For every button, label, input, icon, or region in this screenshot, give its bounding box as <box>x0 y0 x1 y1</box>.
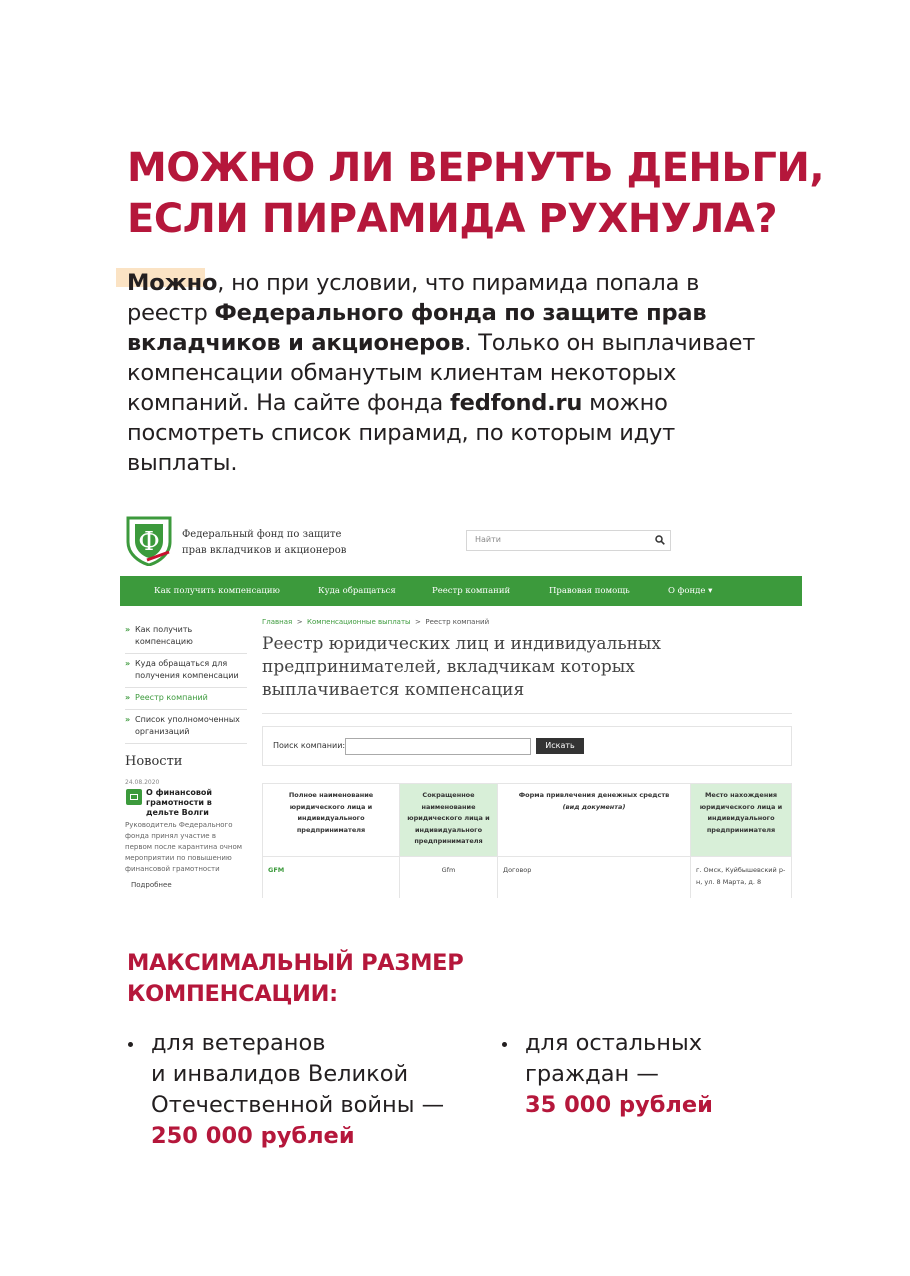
sidebar-item-label: Как получить <box>135 625 193 634</box>
sidebar-item-authorized-orgs[interactable] <box>125 710 247 744</box>
company-search-panel <box>262 726 792 766</box>
nav-where-to-apply[interactable]: Куда обращаться <box>318 586 396 596</box>
svg-text:Ф: Ф <box>138 527 160 557</box>
bullet-veterans-line-3: Отечественной войны — <box>151 1092 445 1118</box>
breadcrumb-home[interactable]: Главная <box>262 618 293 626</box>
nav-registry[interactable]: Реестр компаний <box>432 586 511 596</box>
breadcrumb-payments[interactable]: Компенсационные выплаты <box>307 618 411 626</box>
bullet-veterans-line-1: для ветеранов <box>151 1030 326 1056</box>
cell-full-name[interactable]: GFM <box>263 857 400 899</box>
news-icon <box>126 789 142 805</box>
headline-line-2: ЕСЛИ ПИРАМИДА РУХНУЛА? <box>127 196 778 242</box>
intro-text-3: можно посмотреть список пирамид, по которым идут выплаты. <box>127 390 676 476</box>
cell-location: г. Омск, Куйбышевский р-н, ул. 8 Марта, д. 8 <box>691 857 792 899</box>
bullet-dot <box>502 1042 507 1047</box>
bullet-others-line-2: граждан — <box>525 1061 659 1087</box>
nav-about-label: О фонде <box>668 586 706 596</box>
sidebar-item-registry[interactable] <box>125 688 247 710</box>
headline <box>127 143 827 245</box>
breadcrumb <box>262 618 489 626</box>
headline-line-1: МОЖНО ЛИ ВЕРНУТЬ ДЕНЬГИ, <box>127 145 825 191</box>
chevron-down-icon: ▾ <box>708 586 713 596</box>
cell-short-name: Gfm <box>400 857 498 899</box>
chevron-right-icon: » <box>125 625 131 634</box>
breadcrumb-separator: > <box>296 618 303 626</box>
page-title-line-3: выплачивается компенсация <box>262 680 525 700</box>
sidebar-nav <box>125 620 247 744</box>
chevron-right-icon: » <box>125 659 131 668</box>
page-title-line-2: предпринимателей, вкладчикам которых <box>262 657 635 677</box>
nav-how-to-get[interactable]: Как получить компенсацию <box>154 586 280 596</box>
breadcrumb-current: Реестр компаний <box>425 618 490 626</box>
intro-text-1: , но при условии, что пирамида попала в реестр <box>127 270 700 326</box>
column-header-form-label: Форма привлечения денежных средств <box>518 791 670 799</box>
site-search-input[interactable] <box>466 530 671 551</box>
org-name-line-2: прав вкладчиков и акционеров <box>182 545 347 556</box>
site-search-placeholder: Найти <box>475 535 501 544</box>
page-title-line-1: Реестр юридических лиц и индивидуальных <box>262 634 662 654</box>
org-name-line-1: Федеральный фонд по защите <box>182 529 342 540</box>
column-header-full-name: Полное наименование юридического лица и индивидуального предпринимателя <box>263 784 400 857</box>
table-header-row <box>263 784 792 857</box>
bullet-others <box>525 1028 713 1121</box>
chevron-right-icon: » <box>125 693 131 702</box>
table-row <box>263 857 792 899</box>
search-icon[interactable] <box>655 535 665 545</box>
news-heading: Новости <box>125 754 183 769</box>
nav-legal-help[interactable]: Правовая помощь <box>549 586 630 596</box>
intro-text-2: . Только он выплачивает компенсации обманутым клиентам некоторых компаний. На сайте фонда <box>127 330 756 416</box>
fund-logo-icon <box>125 514 173 566</box>
sidebar-item-label: компенсацию <box>135 637 193 646</box>
company-search-button[interactable]: Искать <box>536 738 584 754</box>
bullet-others-line-1: для остальных <box>525 1030 703 1056</box>
cell-form: Договор <box>498 857 691 899</box>
org-name <box>182 527 346 559</box>
chevron-right-icon: » <box>125 715 131 724</box>
column-header-location: Место нахождения юридического лица и индивидуального предпринимателя <box>691 784 792 857</box>
sidebar-item-label: получения компенсации <box>135 671 239 680</box>
sidebar-item-label: Реестр компаний <box>135 693 208 702</box>
breadcrumb-separator: > <box>415 618 421 626</box>
intro-site-link[interactable]: fedfond.ru <box>450 390 583 416</box>
website-screenshot <box>120 505 802 898</box>
sidebar-item-how-to-get[interactable] <box>125 620 247 654</box>
veterans-amount: 250 000 рублей <box>151 1123 355 1149</box>
column-header-short-name: Сокращенное наименование юридического лица и индивидуального предпринимателя <box>400 784 498 857</box>
compensation-heading-line-2: КОМПЕНСАЦИИ: <box>127 981 338 1007</box>
compensation-heading <box>127 948 627 1010</box>
page-title <box>262 633 792 702</box>
intro-paragraph <box>127 268 767 478</box>
company-search-label: Поиск компании: <box>273 741 346 750</box>
sidebar-item-label: Список уполномоченных <box>135 715 240 724</box>
title-divider <box>262 713 792 714</box>
bullet-veterans <box>151 1028 444 1152</box>
company-search-input[interactable] <box>345 738 531 755</box>
top-navigation <box>120 576 802 606</box>
news-item-text: Руководитель Федерального фонда принял участие в первом после карантина очном мероприятии по повышению финансовой грамотности <box>125 821 243 873</box>
news-date: 24.08.2020 <box>125 779 160 786</box>
sidebar-item-label: Куда обращаться для <box>135 659 228 668</box>
column-header-form-note: (вид документа) <box>562 802 626 811</box>
nav-about[interactable] <box>668 586 712 596</box>
others-amount: 35 000 рублей <box>525 1092 713 1118</box>
intro-lead: Можно <box>127 270 218 296</box>
sidebar-item-label: организаций <box>135 727 190 736</box>
registry-table <box>262 783 792 898</box>
sidebar-item-where-to-apply[interactable] <box>125 654 247 688</box>
compensation-heading-line-1: МАКСИМАЛЬНЫЙ РАЗМЕР <box>127 950 464 976</box>
column-header-form <box>498 784 691 857</box>
bullet-dot <box>128 1042 133 1047</box>
news-more-link[interactable]: Подробнее <box>131 881 172 889</box>
news-item-title[interactable]: О финансовой грамотности в дельте Волги <box>146 788 212 817</box>
bullet-veterans-line-2: и инвалидов Великой <box>151 1061 409 1087</box>
intro-fund-name: Федерального фонда по защите прав вкладчиков и акционеров <box>127 300 707 356</box>
